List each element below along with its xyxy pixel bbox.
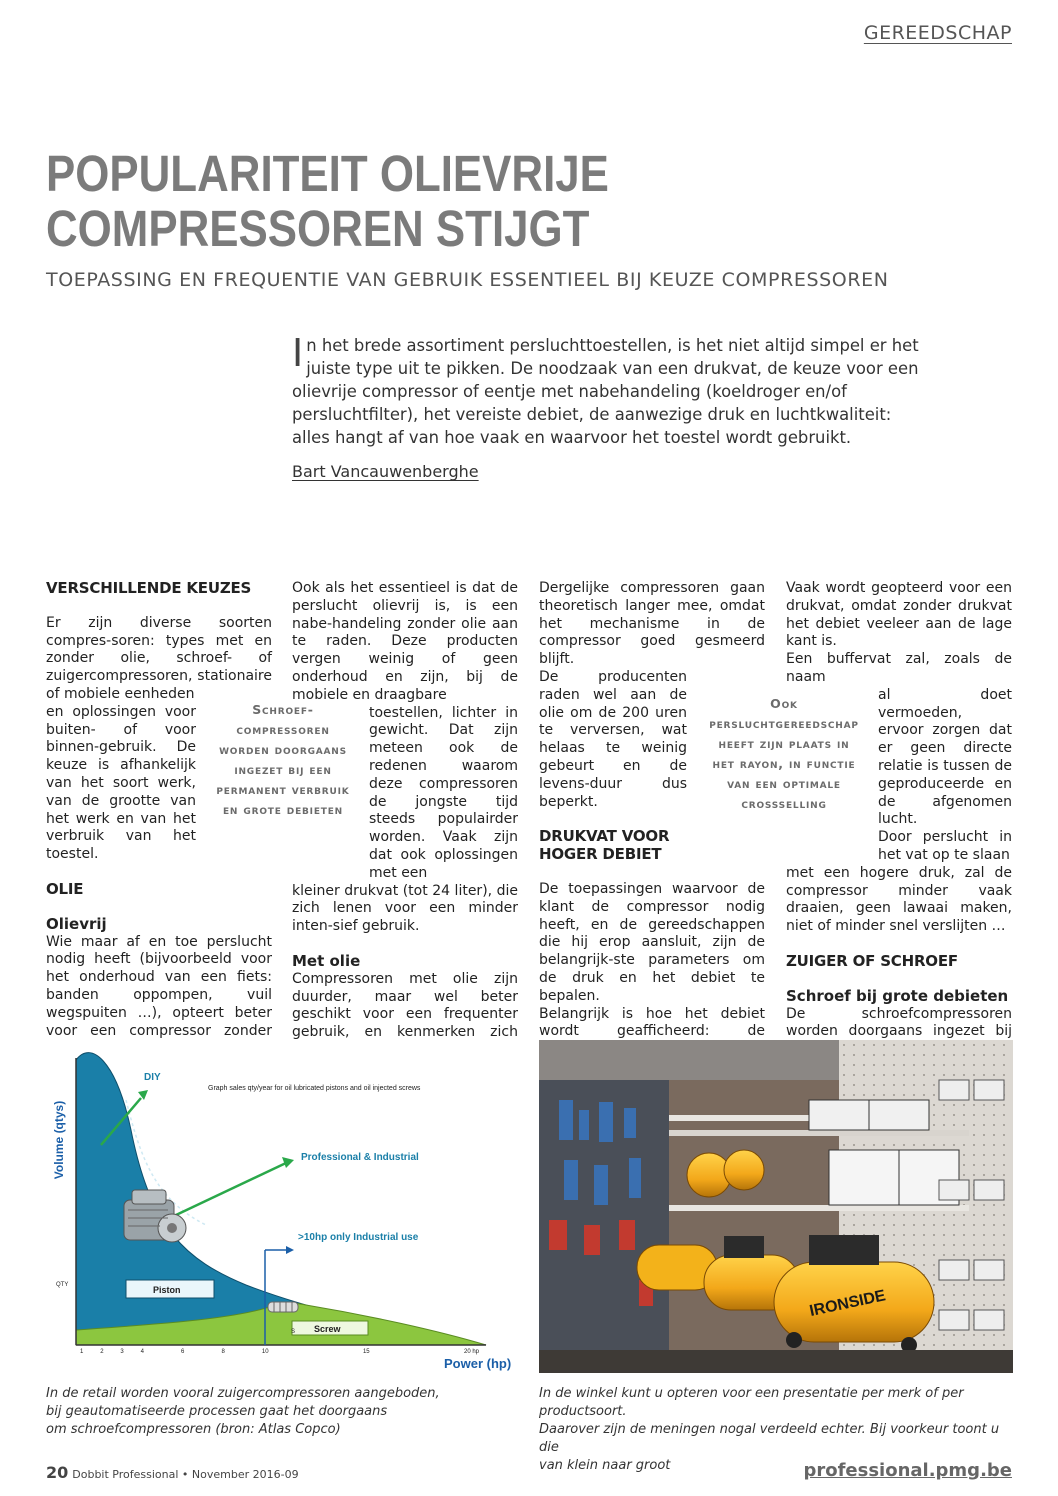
- subhead-met-olie: Met olie: [292, 951, 361, 970]
- sales-chart: [46, 1040, 526, 1373]
- col1-paragraph-1a: Er zijn diverse soorten compres-soren: types met en zonder olie, schroef- of zuigercompressoren, stationaire of mobiele eenheden: [46, 614, 272, 702]
- compressor-engine-icon: [124, 1190, 186, 1242]
- pull-quote-2-line: heeft zijn plaats in: [718, 736, 850, 751]
- footer-url-link[interactable]: professional.pmg.be: [803, 1460, 1012, 1481]
- chart-title: Graph sales qty/year for oil lubricated pistons and oil injected screws: [208, 1085, 421, 1092]
- x-tick-label: 4: [140, 1349, 144, 1355]
- column-4: [786, 580, 1012, 1077]
- heading-verschillende-keuzes: VERSCHILLENDE KEUZES: [46, 579, 252, 597]
- heading-zuiger-of-schroef: ZUIGER OF SCHROEF: [786, 951, 958, 970]
- pull-quote-2-line: het rayon, in functie: [712, 756, 856, 771]
- y-axis-label: Volume (qtys): [52, 1100, 66, 1180]
- pull-quote-1-line: Schroef-: [252, 702, 314, 717]
- shop-photo: [539, 1040, 1013, 1373]
- page-number: 20: [46, 1463, 69, 1482]
- label-professional: Professional & Industrial: [301, 1152, 419, 1163]
- col4-paragraph-2b: al doet vermoeden, ervoor zorgen dat er geen directe relatie is tussen de geproduceerde en de afgenomen lucht.: [878, 686, 1012, 828]
- article-title: [46, 146, 717, 256]
- x-tick-label: 10: [261, 1349, 269, 1355]
- title-line-2: COMPRESSOREN STIJGT: [46, 200, 590, 257]
- title-line-1: POPULARITEIT OLIEVRIJE: [46, 145, 609, 202]
- col4-paragraph-2c: Door perslucht in het vat op te slaan: [878, 829, 1012, 863]
- photo-brand-label: IRONSIDE: [807, 1287, 888, 1321]
- col4-paragraph-1: Vaak wordt geopteerd voor een drukvat, omdat zonder drukvat het debiet veeleer aan de lage kant is.: [786, 580, 1012, 650]
- pull-quote-2-line: Ook: [770, 696, 798, 711]
- col2-paragraph-1a: Ook als het essentieel is dat de perslucht olievrij is, is een nabe-handeling zonder olie aan te raden. Deze producten vergen weinig of geen onderhoud en zijn, bij de mobiele en draagbare: [292, 580, 518, 703]
- pull-quote-1-line: en grote debieten: [222, 802, 344, 817]
- x-tick-label: 6: [181, 1349, 185, 1355]
- col4-paragraph-2d: met een hogere druk, zal de compressor minder vaak draaien, geen lawaai maken, niet of minder snel verslijten …: [786, 864, 1012, 935]
- caption-photo-line: Daarover zijn de meningen nogal verdeeld echter. Bij voorkeur toont u die: [539, 1422, 1000, 1455]
- col3-paragraph-3: Belangrijk is hoe het debiet wordt geafficheerd: de: [539, 1005, 765, 1040]
- footer-left: [46, 1463, 299, 1482]
- x-tick-label: 8: [221, 1349, 225, 1355]
- screw-element-icon: [268, 1302, 298, 1312]
- col2-paragraph-1c: kleiner drukvat (tot 24 liter), die zich lenen voor een minder inten-sief gebruik.: [292, 882, 518, 935]
- label-10hp: >10hp only Industrial use: [298, 1232, 419, 1243]
- caption-chart: [46, 1385, 526, 1439]
- label-diy: DIY: [144, 1072, 161, 1083]
- heading-drukvat-1: DRUKVAT VOOR: [539, 827, 670, 846]
- intro-dropcap: I: [292, 331, 304, 375]
- x-tick-label: 3: [120, 1349, 124, 1355]
- subhead-olievrij: Olievrij: [46, 914, 107, 933]
- col3-paragraph-2: De toepassingen waarvoor de klant de compressor nodig heeft, en de gereedschappen die hij erop aansluit, zijn de belangrijk-ste parameters om de druk en het debiet te bepalen.: [539, 880, 765, 1004]
- pull-quote-2-line: persluchtgereedschap: [709, 716, 859, 731]
- heading-olie: OLIE: [46, 879, 84, 898]
- intro-paragraph: [292, 331, 932, 449]
- sales-chart-svg: [46, 1040, 526, 1373]
- col1-paragraph-2: Wie maar af en toe perslucht nodig heeft (bijvoorbeeld voor het onderhoud van een fiets: banden oppompen, vuil wegspuiten …), opteert beter voor een compressor zonder: [46, 933, 272, 1039]
- shop-photo-svg: [539, 1040, 1013, 1373]
- byline[interactable]: Bart Vancauwenberghe: [292, 462, 479, 481]
- col4-paragraph-3: De schroefcompressoren worden doorgaans ingezet bij: [786, 1005, 1012, 1040]
- col2-paragraph-2: Compressoren met olie zijn duurder, maar wel beter geschikt voor een frequenter gebruik, en kenmerken zich: [292, 970, 518, 1041]
- publication-name: Dobbit Professional • November 2016-09: [72, 1468, 299, 1481]
- caption-chart-line: om schroefcompressoren (bron: Atlas Copco): [46, 1422, 341, 1437]
- pull-quote-1-line: worden doorgaans: [219, 742, 347, 757]
- pull-quote-1-line: permanent verbruik: [216, 782, 350, 797]
- pull-quote-1: [200, 700, 366, 820]
- x-tick-label: 20 hp: [464, 1349, 480, 1355]
- col3-paragraph-1b: De producenten raden wel aan de olie om de 200 uren te verversen, wat helaas te weinig gebeurt en de levens-duur dus beperkt.: [539, 668, 687, 810]
- label-s: S: [291, 1329, 296, 1335]
- x-tick-label: 15: [362, 1349, 370, 1355]
- col1-paragraph-1b: en oplossingen voor buiten- of voor binnen-gebruik. De keuze is afhankelijk van het soort werk, van de grootte van het werk en van het verbruik van het toestel.: [46, 703, 196, 863]
- column-1: [46, 580, 272, 1076]
- pull-quote-2-line: crossselling: [741, 796, 827, 811]
- x-tick-label: 1: [80, 1349, 84, 1355]
- x-tick-label: 2: [100, 1349, 104, 1355]
- label-screw: Screw: [314, 1324, 341, 1334]
- heading-drukvat-2: HOGER DEBIET: [539, 845, 662, 864]
- article-subtitle: TOEPASSING EN FREQUENTIE VAN GEBRUIK ESSENTIEEL BIJ KEUZE COMPRESSOREN: [46, 269, 889, 291]
- pull-quote-1-line: compressoren: [236, 722, 330, 737]
- col4-paragraph-2a: Een buffervat zal, zoals de naam: [786, 651, 1012, 685]
- col2-paragraph-1b: toestellen, lichter in gewicht. Dat zijn meteen ook de redenen waarom deze compressoren de jongste tijd steeds populairder worden. Vaak zijn dat ook oplossingen met een: [369, 704, 518, 881]
- label-piston: Piston: [153, 1285, 181, 1295]
- section-tag: GEREEDSCHAP: [863, 22, 1012, 44]
- qty-label: QTY: [56, 1282, 69, 1288]
- caption-chart-line: bij geautomatiseerde processen gaat het doorgaans: [46, 1404, 388, 1419]
- caption-photo-line: van klein naar groot: [539, 1458, 671, 1473]
- subhead-schroef: Schroef bij grote debieten: [786, 986, 1009, 1005]
- x-axis-label: Power (hp): [444, 1356, 512, 1371]
- col3-paragraph-1a: Dergelijke compressoren gaan theoretisch langer mee, omdat het mechanisme in de compressor goed gesmeerd blijft.: [539, 580, 765, 668]
- pull-quote-2-line: van een optimale: [727, 776, 841, 791]
- x-ticks: [80, 1349, 480, 1355]
- intro-text: n het brede assortiment persluchttoestellen, is het niet altijd simpel er het juiste type uit te pikken. De noodzaak van een drukvat, de keuze voor een olievrije compressor of eentje met nabehandeling (koeldroger en/of persluchtfilter), het vereiste debiet, de aanwezige druk en luchtkwaliteit: alles hangt af van hoe vaak en waarvoor het toestel wordt gebruikt.: [292, 336, 919, 447]
- pull-quote-1-line: ingezet bij een: [234, 762, 332, 777]
- caption-photo-line: In de winkel kunt u opteren voor een presentatie per merk of per productsoort.: [539, 1386, 964, 1419]
- caption-chart-line: In de retail worden vooral zuigercompressoren aangeboden,: [46, 1386, 440, 1401]
- column-3: [539, 580, 765, 1095]
